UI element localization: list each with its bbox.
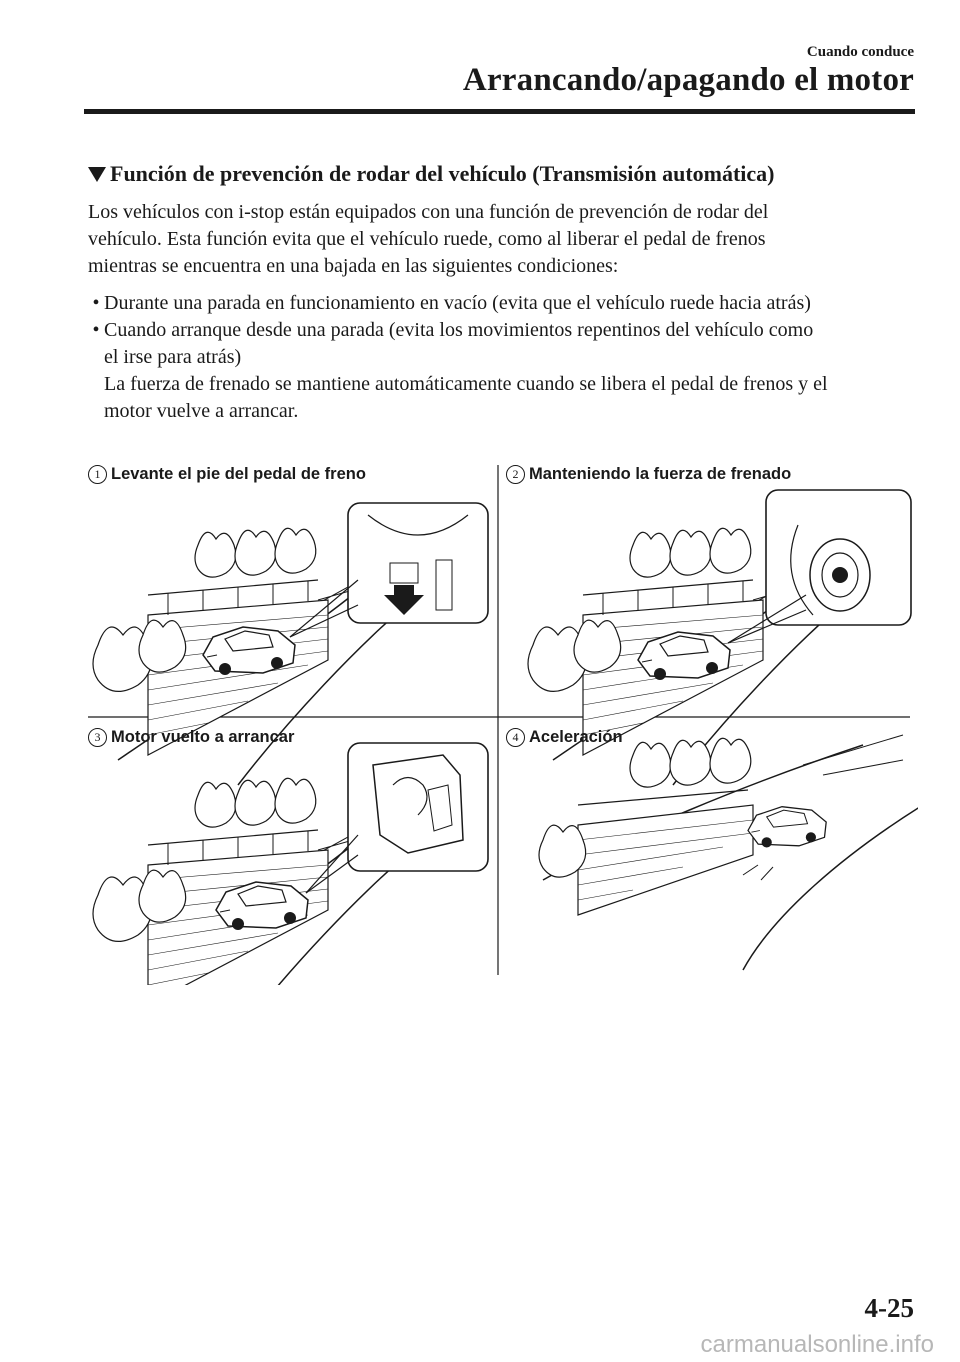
list-item-text: Cuando arranque desde una parada (evita los movimientos repentinos del vehículo como: [104, 319, 814, 341]
list-item-text: La fuerza de frenado se mantiene automáticamente cuando se libera el pedal de frenos y el: [104, 373, 828, 395]
page-number: 4-25: [864, 1293, 914, 1323]
list-item-text: Durante una parada en funcionamiento en vacío (evita que el vehículo ruede hacia atrás): [104, 292, 811, 314]
bullet-icon: •: [92, 292, 100, 314]
triangle-marker-icon: [88, 167, 106, 182]
list-item: [88, 317, 918, 344]
figure-drawing: [68, 445, 918, 985]
subheading: [88, 161, 775, 187]
intro-line: mientras se encuentra en una bajada en las siguientes condiciones:: [88, 255, 619, 277]
step-number: 2: [506, 465, 525, 484]
step-label: Motor vuelto a arrancar: [111, 728, 295, 746]
step-number: 1: [88, 465, 107, 484]
step-number: 3: [88, 728, 107, 747]
step-label: Levante el pie del pedal de freno: [111, 465, 366, 483]
watermark: carmanualsonline.info: [700, 1331, 934, 1358]
step-caption-3: [88, 728, 294, 747]
intro-line: vehículo. Esta función evita que el vehículo ruede, como al liberar el pedal de frenos: [88, 228, 766, 250]
step-number: 4: [506, 728, 525, 747]
bullet-icon: •: [92, 319, 100, 341]
intro-paragraph: [88, 199, 888, 280]
section-name: Cuando conduce: [806, 44, 914, 60]
list-item: [88, 290, 918, 317]
header-rule: [84, 109, 915, 114]
subheading-text: Función de prevención de rodar del vehículo (Transmisión automática): [110, 161, 775, 186]
step-caption-2: [506, 465, 791, 484]
intro-line: Los vehículos con i-stop están equipados con una función de prevención de rodar del: [88, 201, 769, 223]
step-label: Aceleración: [529, 728, 623, 746]
condition-list: [88, 290, 918, 425]
illustration-figure: [68, 445, 918, 985]
page-title: Arrancando/apagando el motor: [462, 62, 914, 98]
list-item-text: el irse para atrás): [104, 346, 242, 368]
step-label: Manteniendo la fuerza de frenado: [529, 465, 792, 483]
step-caption-4: [506, 728, 623, 747]
list-item-text: motor vuelve a arrancar.: [104, 400, 299, 422]
step-caption-1: [88, 465, 366, 484]
